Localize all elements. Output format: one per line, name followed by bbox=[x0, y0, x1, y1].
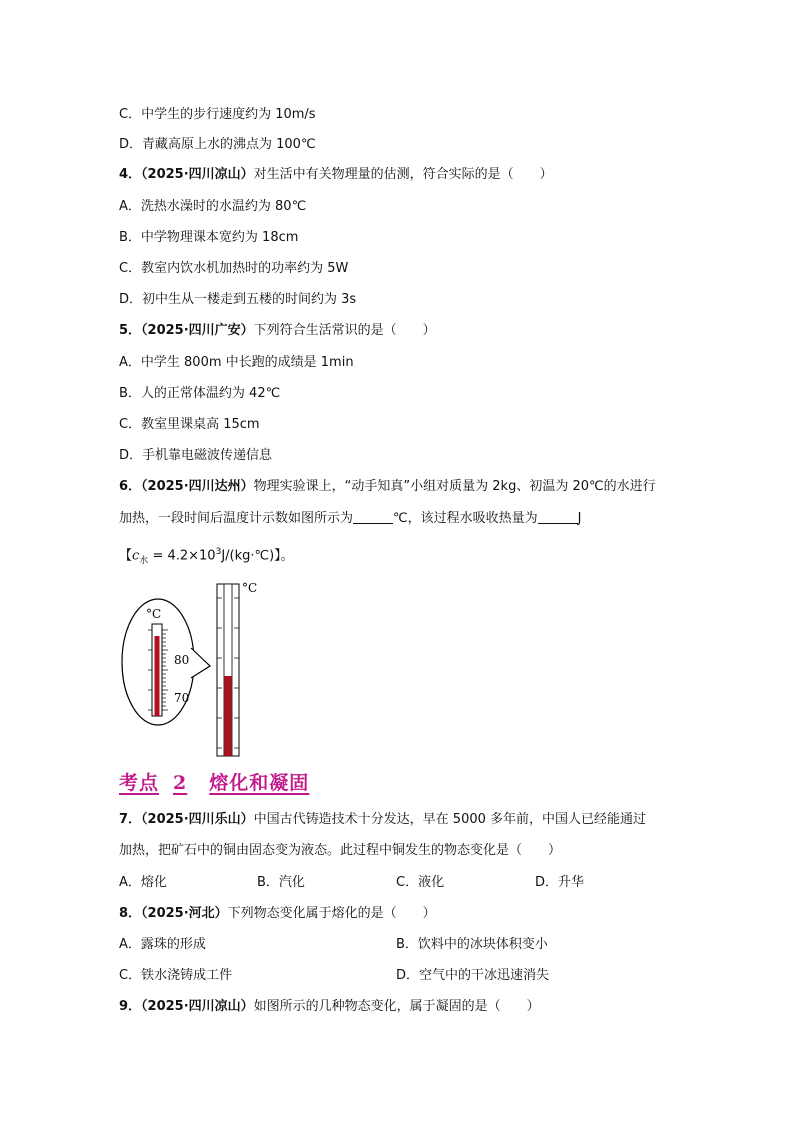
thermometer-figure bbox=[118, 578, 258, 758]
section-label: 考点 bbox=[119, 772, 160, 794]
specific-heat-hint bbox=[119, 544, 294, 569]
q8-option-d: D．空气中的干冰迅速消失 bbox=[396, 968, 550, 983]
thermometer-unit-label: °C bbox=[242, 581, 258, 595]
question-number: 5． bbox=[119, 323, 142, 338]
q4-option-a: A．洗热水澡时的水温约为 80℃ bbox=[119, 199, 307, 214]
question-source: （2025·河北） bbox=[141, 906, 228, 921]
question-source: （2025·四川达州） bbox=[141, 479, 254, 494]
q5-option-b: B．人的正常体温约为 42℃ bbox=[119, 386, 281, 401]
q4-option-d: D．初中生从一楼走到五楼的时间约为 3s bbox=[119, 292, 357, 307]
question-text: 下列符合生活常识的是（ ） bbox=[253, 323, 436, 338]
hint-unit: J/(kg·℃) bbox=[221, 548, 275, 564]
zoom-unit-label: °C bbox=[146, 607, 162, 621]
tick-label-70: 70 bbox=[174, 691, 190, 705]
bracket-close: 】。 bbox=[274, 548, 294, 564]
q8-option-a: A．露珠的形成 bbox=[119, 937, 206, 952]
question-text: J bbox=[577, 511, 582, 526]
question-number: 7． bbox=[119, 812, 142, 827]
symbol-c: c bbox=[132, 548, 140, 564]
q3-option-d: D．青藏高原上水的沸点为 100℃ bbox=[119, 137, 316, 152]
q7-option-c: C．液化 bbox=[396, 875, 445, 890]
question-8-stem bbox=[119, 906, 436, 922]
answer-blank-heat[interactable] bbox=[538, 511, 578, 524]
q7-option-b: B．汽化 bbox=[257, 875, 305, 890]
tick-label-80: 80 bbox=[174, 653, 190, 667]
question-7-stem-line1 bbox=[119, 812, 646, 828]
question-text: 加热，一段时间后温度计示数如图所示为 bbox=[119, 511, 354, 526]
question-7-stem-line2: 加热，把矿石中的铜由固态变为液态。此过程中铜发生的物态变化是（ ） bbox=[119, 843, 562, 858]
section-title: 熔化和凝固 bbox=[209, 772, 310, 794]
q5-option-a: A．中学生 800m 中长跑的成绩是 1min bbox=[119, 355, 354, 370]
bracket-open: 【 bbox=[119, 548, 133, 564]
question-number: 9． bbox=[119, 999, 142, 1014]
question-9-stem bbox=[119, 999, 540, 1015]
question-5-stem bbox=[119, 323, 436, 339]
question-text: 中国古代铸造技术十分发达，早在 5000 多年前，中国人已经能通过 bbox=[253, 812, 647, 827]
question-number: 6． bbox=[119, 479, 142, 494]
question-number: 8． bbox=[119, 906, 142, 921]
hint-value: = 4.2×10 bbox=[148, 548, 216, 564]
hint-exponent: 3 bbox=[215, 547, 222, 557]
symbol-subscript: 水 bbox=[139, 555, 149, 566]
question-4-stem bbox=[119, 167, 553, 183]
question-6-stem-line1 bbox=[119, 479, 656, 495]
zoom-liquid bbox=[155, 636, 160, 716]
question-source: （2025·四川凉山） bbox=[141, 167, 254, 182]
q4-option-b: B．中学物理课本宽约为 18cm bbox=[119, 230, 299, 245]
question-number: 4． bbox=[119, 167, 142, 182]
section-number: 2 bbox=[173, 772, 188, 794]
question-text: 如图所示的几种物态变化，属于凝固的是（ ） bbox=[253, 999, 540, 1014]
question-text: ℃，该过程水吸收热量为 bbox=[393, 511, 538, 526]
question-text: 物理实验课上，“动手知真”小组对质量为 2kg、初温为 20℃的水进行 bbox=[253, 479, 656, 494]
question-source: （2025·四川广安） bbox=[141, 323, 254, 338]
bubble-pointer bbox=[191, 648, 210, 678]
question-source: （2025·四川乐山） bbox=[141, 812, 254, 827]
q3-option-c: C．中学生的步行速度约为 10m/s bbox=[119, 107, 316, 122]
q5-option-c: C．教室里课桌高 15cm bbox=[119, 417, 260, 432]
q5-option-d: D．手机靠电磁波传递信息 bbox=[119, 448, 273, 463]
question-text: 下列物态变化属于熔化的是（ ） bbox=[227, 906, 436, 921]
q4-option-c: C．教室内饮水机加热时的功率约为 5W bbox=[119, 261, 349, 276]
answer-blank-temperature[interactable] bbox=[353, 511, 393, 524]
q8-option-c: C．铁水浇铸成工件 bbox=[119, 968, 233, 983]
q7-option-d: D．升华 bbox=[535, 875, 585, 890]
question-text: 对生活中有关物理量的估测，符合实际的是（ ） bbox=[253, 167, 553, 182]
q7-option-a: A．熔化 bbox=[119, 875, 167, 890]
thermometer-liquid bbox=[225, 676, 232, 756]
q8-option-b: B．饮料中的冰块体积变小 bbox=[396, 937, 548, 952]
section-heading bbox=[119, 768, 309, 795]
question-6-stem-line2 bbox=[119, 511, 581, 527]
question-source: （2025·四川凉山） bbox=[141, 999, 254, 1014]
